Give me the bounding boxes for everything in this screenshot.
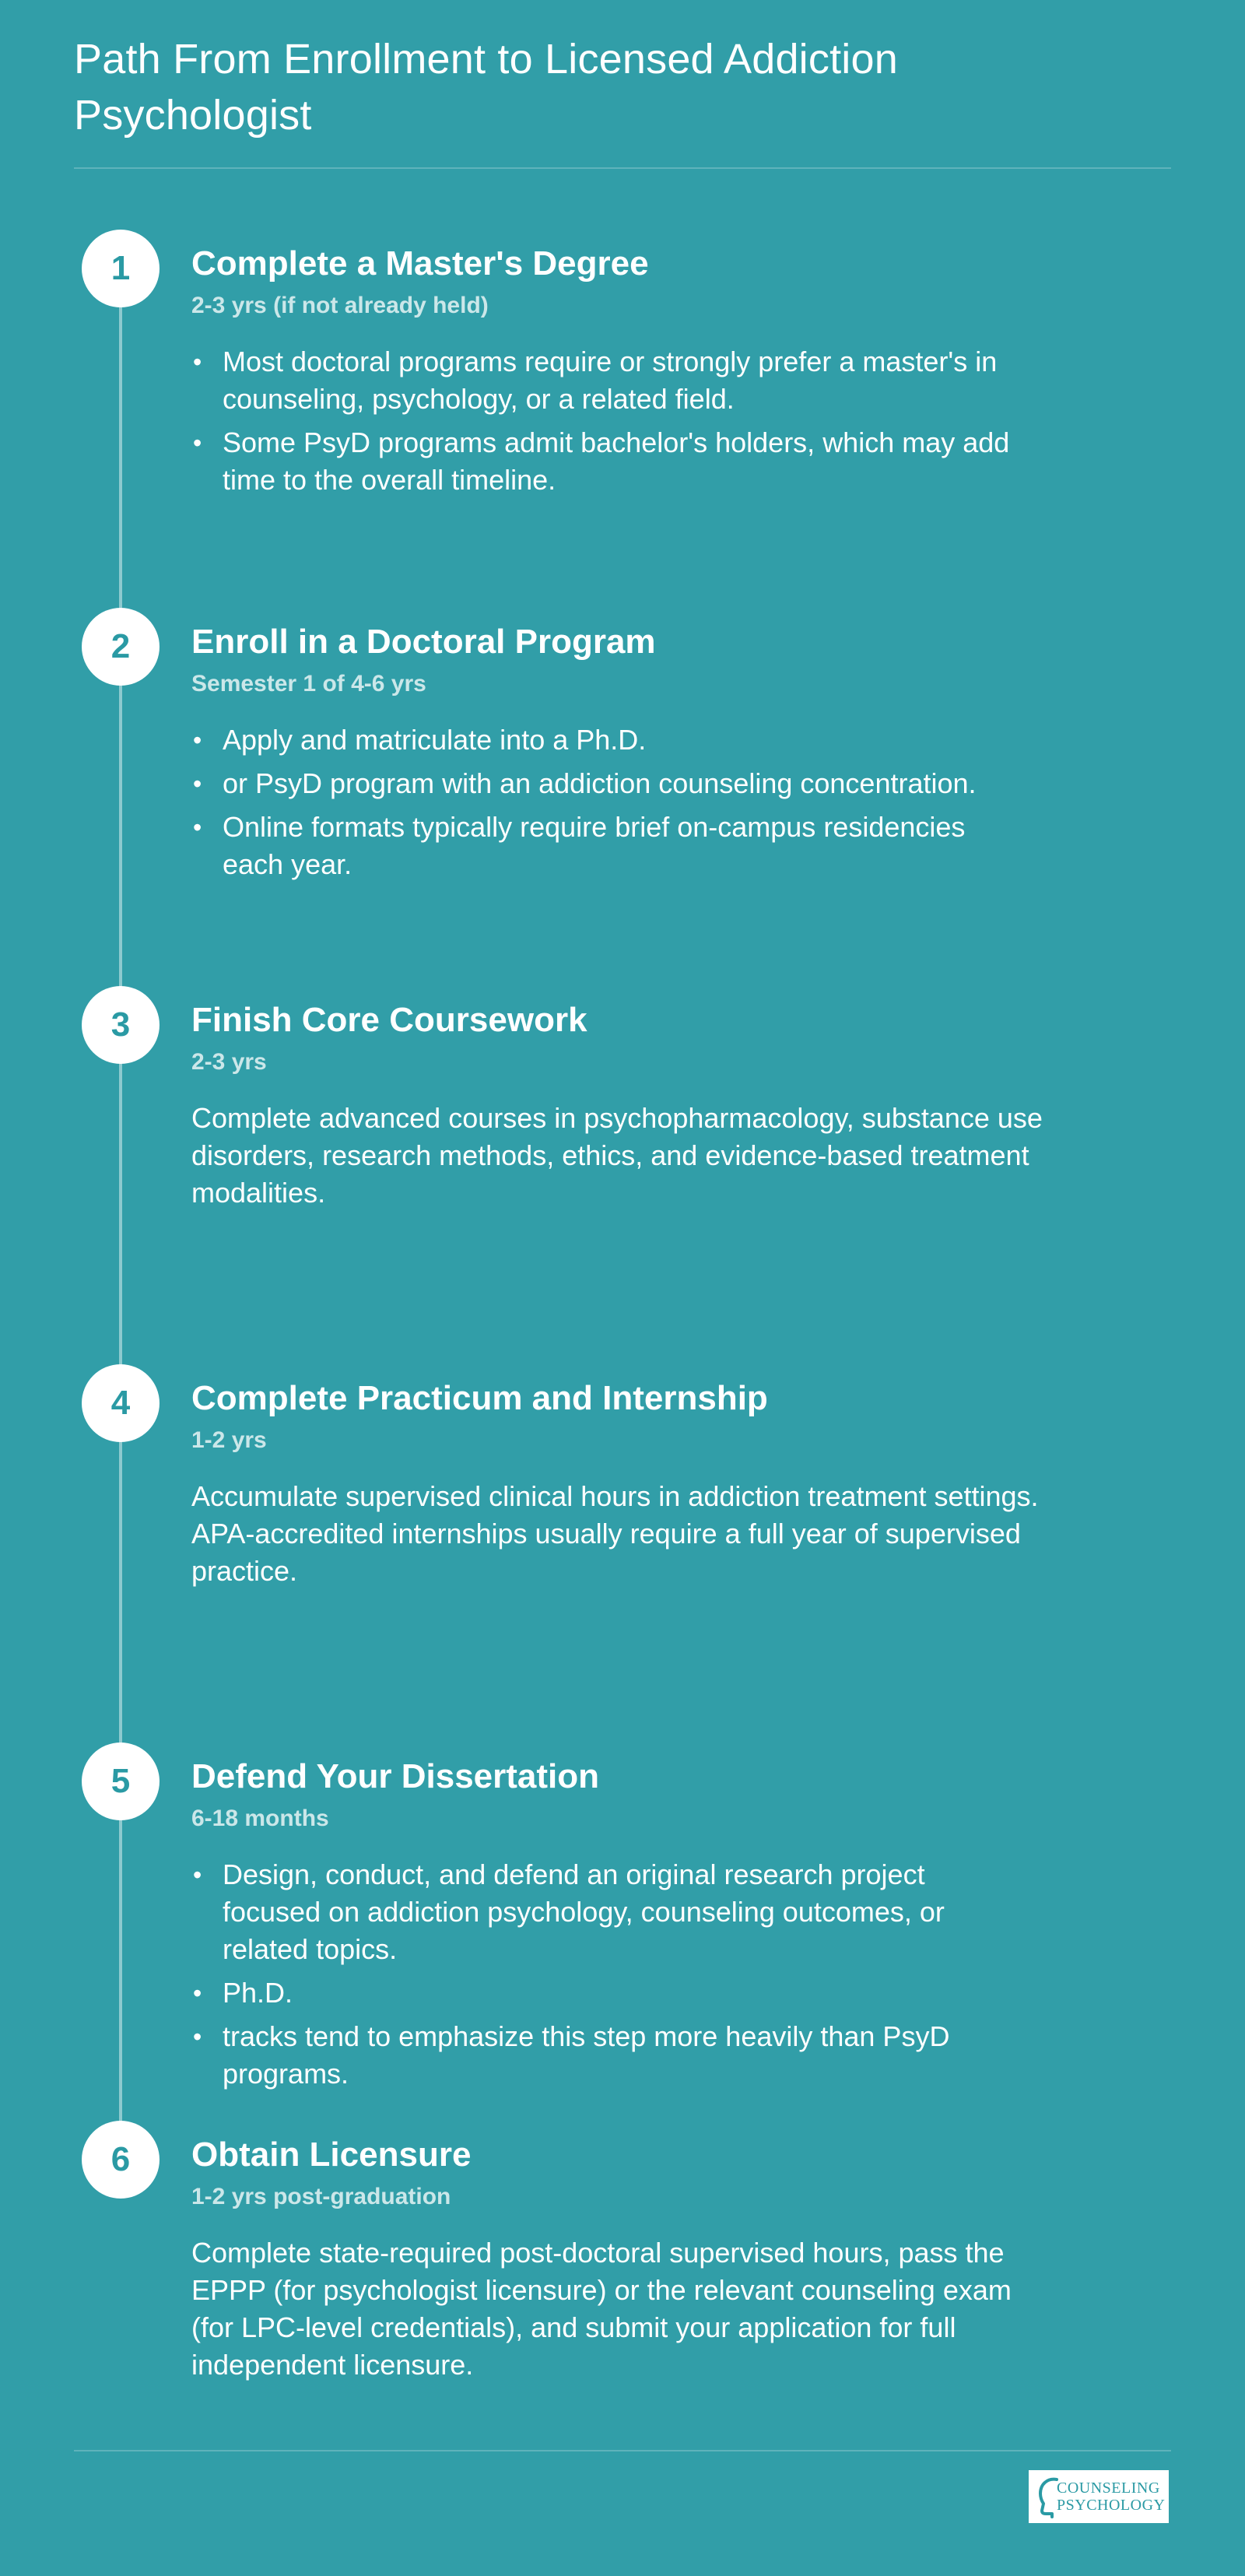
step-description: Complete advanced courses in psychopharmacology, substance use disorders, research methods, ethics, and evidence-based treatment modalities. [191, 1102, 1043, 1209]
counseling-psychology-logo [1029, 2470, 1169, 2523]
step-bullets [191, 343, 1016, 499]
step-duration: 1-2 yrs [191, 1427, 267, 1453]
bullet-item: • Ph.D. [191, 1974, 1016, 2012]
step-content [191, 2135, 1063, 2384]
step-duration: 6-18 months [191, 1806, 329, 1831]
bullet-item: • Online formats typically require brief on-campus residencies each year. [191, 809, 1016, 883]
bullet-item: • Some PsyD programs admit bachelor's holders, which may add time to the overall timeline. [191, 424, 1016, 499]
step-content [191, 1757, 1063, 2099]
step-number: 1 [82, 230, 160, 307]
bullet-item: • Apply and matriculate into a Ph.D. [191, 721, 1016, 759]
step-number: 3 [82, 986, 160, 1064]
footer-divider [74, 2450, 1171, 2451]
step-description: Accumulate supervised clinical hours in addiction treatment settings. APA-accredited internships usually require a full year of supervised practice. [191, 1480, 1039, 1587]
step-number: 2 [82, 608, 160, 686]
page-title: Path From Enrollment to Licensed Addiction Psychologist [74, 36, 898, 139]
step-content [191, 244, 1063, 505]
step-duration: Semester 1 of 4-6 yrs [191, 671, 426, 697]
bullet-item: • Most doctoral programs require or strongly prefer a master's in counseling, psychology, or a related field. [191, 343, 1016, 418]
step-number: 6 [82, 2121, 160, 2199]
step-title: Complete Practicum and Internship [191, 1379, 768, 1417]
step-duration: 1-2 yrs post-graduation [191, 2184, 451, 2209]
step-title: Defend Your Dissertation [191, 1757, 600, 1795]
logo-text [1057, 2479, 1165, 2514]
step-bullets [191, 1856, 1016, 2093]
step-title: Enroll in a Doctoral Program [191, 623, 656, 661]
step-number: 5 [82, 1742, 160, 1820]
step-title: Complete a Master's Degree [191, 244, 649, 283]
bullet-item: • tracks tend to emphasize this step more heavily than PsyD programs. [191, 2018, 1016, 2093]
bullet-item: • Design, conduct, and defend an original research project focused on addiction psychology, counseling outcomes, or related topics. [191, 1856, 1016, 1968]
step-description: Complete state-required post-doctoral supervised hours, pass the EPPP (for psychologist licensure) or the relevant counseling exam (for LPC-level credentials), and submit your application for full independent licensure. [191, 2237, 1012, 2381]
logo-line-2: PSYCHOLOGY [1057, 2497, 1166, 2514]
step-content [191, 1378, 1063, 1590]
step-content [191, 1000, 1063, 1212]
step-content [191, 622, 1063, 890]
step-duration: 2-3 yrs (if not already held) [191, 293, 489, 318]
step-title: Obtain Licensure [191, 2136, 472, 2174]
step-number: 4 [82, 1364, 160, 1442]
step-duration: 2-3 yrs [191, 1049, 267, 1075]
logo-line-1: COUNSELING [1057, 2479, 1160, 2497]
step-title: Finish Core Coursework [191, 1001, 587, 1039]
bullet-item: • or PsyD program with an addiction counseling concentration. [191, 765, 1016, 802]
timeline-line [119, 268, 122, 2160]
step-bullets [191, 721, 1016, 883]
